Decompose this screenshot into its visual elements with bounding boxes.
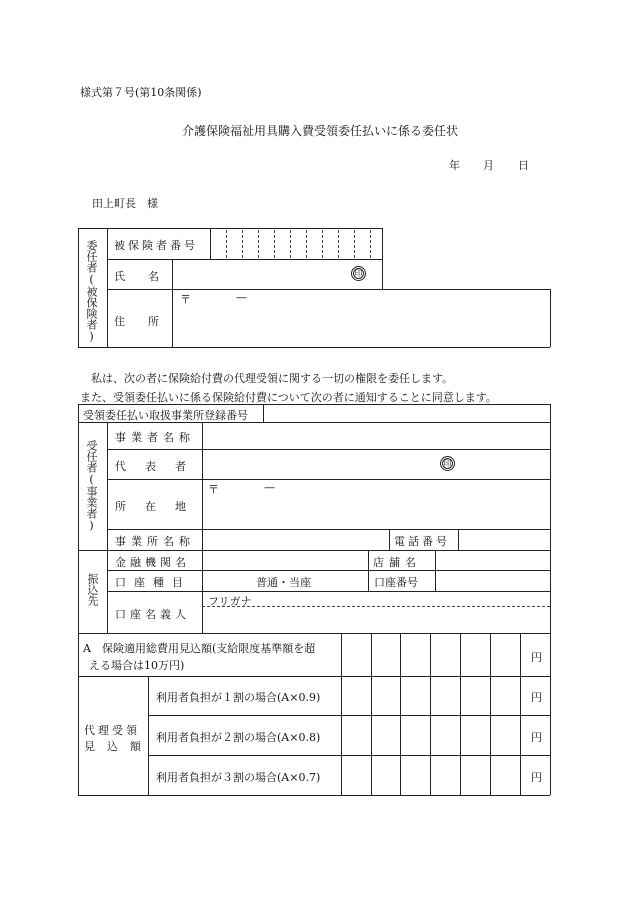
name-label: 氏 名 bbox=[114, 270, 165, 283]
bank-name-label: 金融機関名 bbox=[115, 556, 190, 569]
ratio-row-1-label: 利用者負担が１割の場合(A×0.9) bbox=[156, 691, 321, 704]
addressee: 田上町長 様 bbox=[92, 197, 158, 210]
representative-seal-icon: 印 bbox=[440, 456, 455, 471]
delegator-postal-mark: 〒 bbox=[180, 293, 191, 306]
statement-line-2: また、受領委任払いに係る保険給付費について次の者に通知することに同意します。 bbox=[80, 391, 497, 404]
total-cost-label-line-2: える場合は10万円) bbox=[89, 659, 185, 672]
business-name-label: 事業者名称 bbox=[115, 431, 195, 444]
ratio-row-2-label: 利用者負担が２割の場合(A×0.8) bbox=[156, 731, 321, 744]
branch-name-label: 店舗名 bbox=[373, 556, 421, 569]
account-holder-label: 口座名義人 bbox=[115, 608, 190, 621]
date-month-label: 月 bbox=[483, 159, 494, 172]
representative-label: 代表者 bbox=[115, 460, 205, 473]
proxy-amount-label-line-1: 代理受領 bbox=[84, 724, 140, 737]
ratio-row-3-label: 利用者負担が３割の場合(A×0.7) bbox=[156, 771, 321, 784]
account-type-label: 口座種目 bbox=[115, 576, 191, 589]
delegate-postal-mark: 〒 bbox=[208, 483, 219, 496]
location-label: 所在地 bbox=[115, 500, 205, 513]
delegate-section-label: 受任者(事業者) bbox=[85, 440, 98, 532]
form-number: 様式第７号(第10条関係) bbox=[80, 86, 202, 99]
name-seal-icon: 印 bbox=[351, 266, 366, 281]
office-name-label: 事業所名称 bbox=[115, 535, 195, 548]
delegator-postal-dash: — bbox=[236, 291, 247, 304]
yen-unit: 円 bbox=[531, 691, 542, 704]
transfer-section-label: 振込先 bbox=[86, 573, 99, 606]
yen-unit: 円 bbox=[531, 771, 542, 784]
document-title: 介護保険福祉用具購入費受領委任払いに係る委任状 bbox=[182, 124, 459, 138]
statement-line-1: 私は、次の者に保険給付費の代理受領に関する一切の権限を委任します。 bbox=[91, 372, 454, 385]
total-cost-label-line-1: A 保険適用総費用見込額(支給限度基準額を超 bbox=[83, 642, 316, 655]
account-type-value: 普通・当座 bbox=[256, 576, 311, 589]
account-number-label: 口座番号 bbox=[374, 576, 418, 589]
insured-number-label: 被保険者番号 bbox=[114, 239, 198, 252]
yen-unit: 円 bbox=[531, 731, 542, 744]
delegator-section-label: 委任者(被保険者) bbox=[85, 240, 98, 343]
registration-number-label: 受領委任払い取扱事業所登録番号 bbox=[83, 409, 248, 422]
furigana-label: フリガナ bbox=[208, 595, 252, 608]
date-year-label: 年 bbox=[449, 159, 460, 172]
phone-label: 電話番号 bbox=[394, 535, 450, 548]
date-day-label: 日 bbox=[518, 159, 529, 172]
yen-unit: 円 bbox=[531, 651, 542, 664]
delegate-postal-dash: — bbox=[264, 481, 275, 494]
proxy-amount-label-line-2: 見込額 bbox=[84, 740, 153, 753]
address-label: 住 所 bbox=[114, 315, 165, 328]
